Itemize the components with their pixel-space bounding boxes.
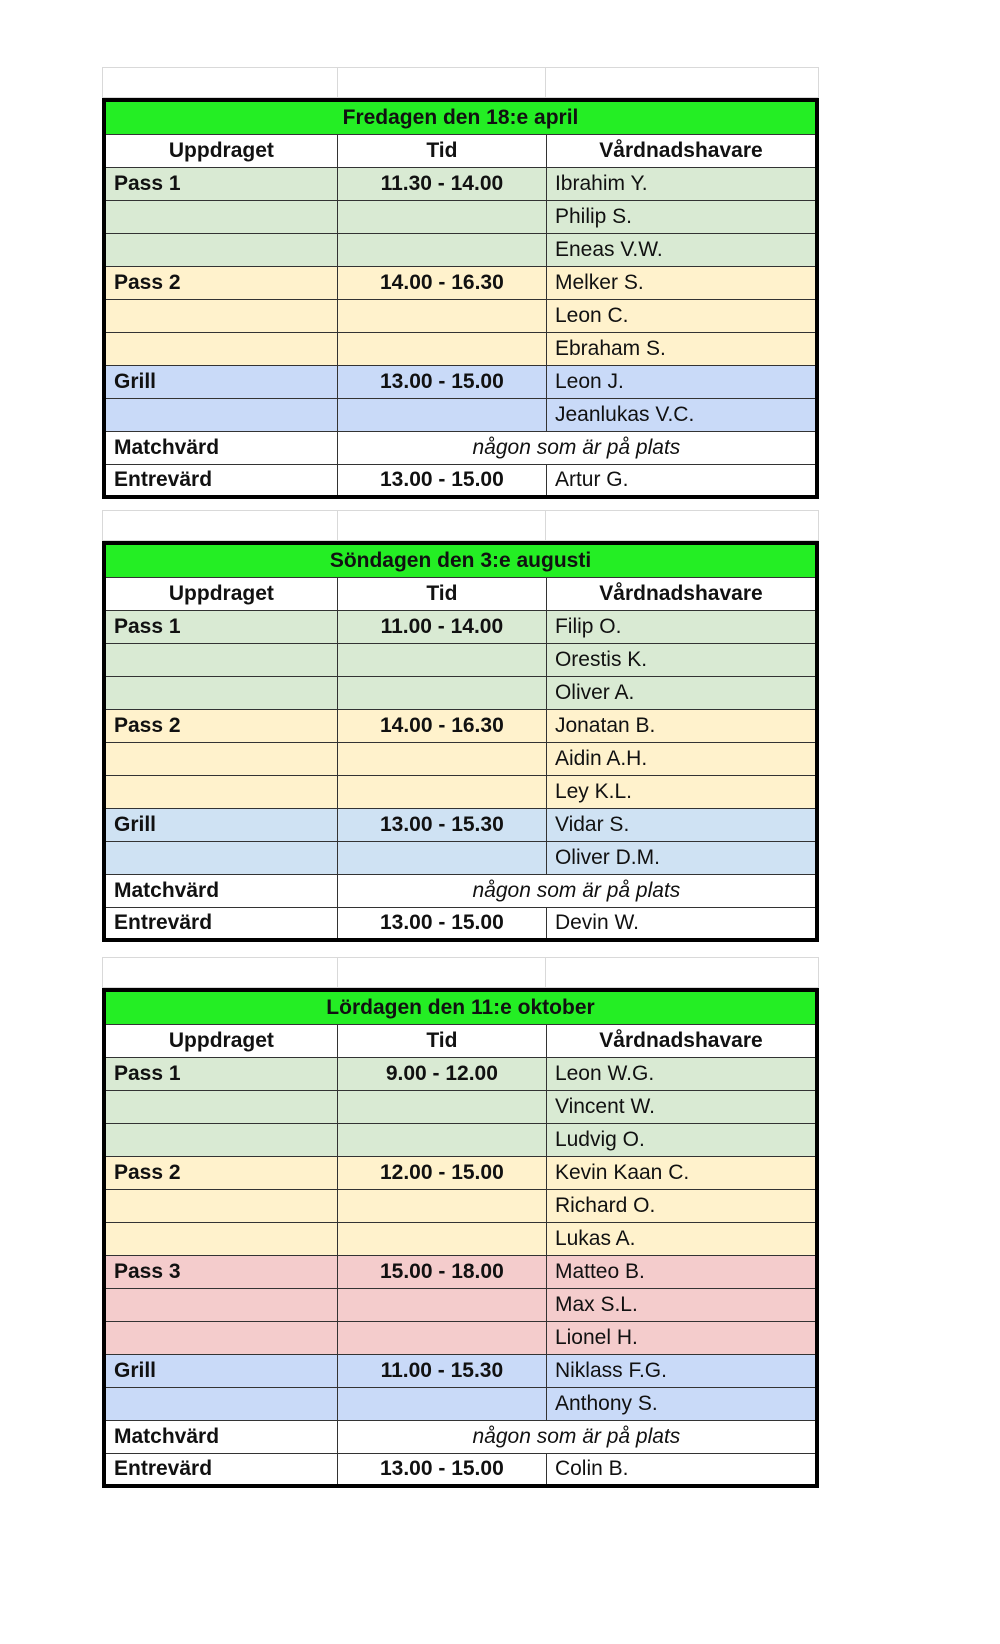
schedule-table-2 <box>102 541 819 942</box>
time-cell <box>337 332 546 365</box>
guardian-cell: Vincent W. <box>546 1090 817 1123</box>
time-cell: 14.00 - 16.30 <box>337 709 546 742</box>
guardian-cell: Ludvig O. <box>546 1123 817 1156</box>
task-cell: Matchvärd <box>104 1420 337 1453</box>
entrance-host-row <box>104 1453 817 1486</box>
table-row <box>104 299 817 332</box>
task-cell <box>104 1288 337 1321</box>
task-cell <box>104 1387 337 1420</box>
guardian-cell: Ibrahim Y. <box>546 167 817 200</box>
time-cell <box>337 233 546 266</box>
task-cell: Pass 1 <box>104 167 337 200</box>
time-cell <box>337 1123 546 1156</box>
entrance-host-row <box>104 907 817 940</box>
time-cell <box>337 1288 546 1321</box>
guardian-cell: Eneas V.W. <box>546 233 817 266</box>
table-row <box>104 332 817 365</box>
task-cell <box>104 841 337 874</box>
table-row <box>104 1222 817 1255</box>
guardian-cell: Matteo B. <box>546 1255 817 1288</box>
spreadsheet-gridline-row <box>102 67 819 98</box>
time-cell: 11.00 - 15.30 <box>337 1354 546 1387</box>
table-row <box>104 775 817 808</box>
table-row <box>104 1255 817 1288</box>
guardian-cell: Ley K.L. <box>546 775 817 808</box>
guardian-cell: Orestis K. <box>546 643 817 676</box>
task-cell <box>104 398 337 431</box>
table-row <box>104 742 817 775</box>
time-cell: 11.30 - 14.00 <box>337 167 546 200</box>
time-cell <box>337 841 546 874</box>
match-host-row <box>104 431 817 464</box>
host-note-cell: någon som är på plats <box>337 431 817 464</box>
table-row <box>104 1288 817 1321</box>
table-row <box>104 1156 817 1189</box>
task-cell: Entrevärd <box>104 907 337 940</box>
column-header-guardian: Vårdnadshavare <box>546 577 817 610</box>
table-row <box>104 709 817 742</box>
entrance-host-row <box>104 464 817 497</box>
table-row <box>104 1123 817 1156</box>
table-row <box>104 167 817 200</box>
time-cell: 13.00 - 15.30 <box>337 808 546 841</box>
guardian-cell: Philip S. <box>546 200 817 233</box>
task-cell: Pass 3 <box>104 1255 337 1288</box>
guardian-cell: Max S.L. <box>546 1288 817 1321</box>
match-host-row <box>104 1420 817 1453</box>
task-cell: Pass 1 <box>104 1057 337 1090</box>
guardian-cell: Lionel H. <box>546 1321 817 1354</box>
guardian-cell: Jonatan B. <box>546 709 817 742</box>
task-cell <box>104 1222 337 1255</box>
table-row <box>104 1321 817 1354</box>
table-row <box>104 643 817 676</box>
task-cell <box>104 332 337 365</box>
time-cell <box>337 643 546 676</box>
guardian-cell: Lukas A. <box>546 1222 817 1255</box>
task-cell <box>104 676 337 709</box>
task-cell: Pass 1 <box>104 610 337 643</box>
guardian-cell: Richard O. <box>546 1189 817 1222</box>
task-cell: Pass 2 <box>104 709 337 742</box>
table-row <box>104 398 817 431</box>
time-cell <box>337 742 546 775</box>
guardian-cell: Melker S. <box>546 266 817 299</box>
time-cell <box>337 200 546 233</box>
guardian-cell: Leon J. <box>546 365 817 398</box>
time-cell <box>337 299 546 332</box>
time-cell: 12.00 - 15.00 <box>337 1156 546 1189</box>
task-cell <box>104 299 337 332</box>
table-row <box>104 1354 817 1387</box>
time-cell <box>337 398 546 431</box>
table-row <box>104 1090 817 1123</box>
guardian-cell: Niklass F.G. <box>546 1354 817 1387</box>
task-cell: Pass 2 <box>104 266 337 299</box>
table-row <box>104 200 817 233</box>
guardian-cell: Vidar S. <box>546 808 817 841</box>
guardian-cell: Jeanlukas V.C. <box>546 398 817 431</box>
task-cell <box>104 775 337 808</box>
table-row <box>104 808 817 841</box>
task-cell: Entrevärd <box>104 1453 337 1486</box>
table-row <box>104 233 817 266</box>
guardian-cell: Oliver A. <box>546 676 817 709</box>
time-cell <box>337 1090 546 1123</box>
time-cell: 13.00 - 15.00 <box>337 464 546 497</box>
guardian-cell: Devin W. <box>546 907 817 940</box>
guardian-cell: Artur G. <box>546 464 817 497</box>
task-cell <box>104 742 337 775</box>
task-cell: Grill <box>104 808 337 841</box>
guardian-cell: Leon W.G. <box>546 1057 817 1090</box>
time-cell <box>337 1321 546 1354</box>
time-cell <box>337 676 546 709</box>
match-host-row <box>104 874 817 907</box>
task-cell <box>104 1189 337 1222</box>
time-cell <box>337 1222 546 1255</box>
task-cell <box>104 1321 337 1354</box>
host-note-cell: någon som är på plats <box>337 874 817 907</box>
task-cell: Grill <box>104 1354 337 1387</box>
column-header-task: Uppdraget <box>104 1024 337 1057</box>
event-date-title: Söndagen den 3:e augusti <box>104 543 817 577</box>
guardian-cell: Aidin A.H. <box>546 742 817 775</box>
task-cell: Matchvärd <box>104 874 337 907</box>
task-cell: Grill <box>104 365 337 398</box>
task-cell <box>104 200 337 233</box>
time-cell <box>337 1189 546 1222</box>
table-row <box>104 1387 817 1420</box>
guardian-cell: Oliver D.M. <box>546 841 817 874</box>
time-cell <box>337 775 546 808</box>
guardian-cell: Kevin Kaan C. <box>546 1156 817 1189</box>
event-date-title: Lördagen den 11:e oktober <box>104 990 817 1024</box>
table-row <box>104 610 817 643</box>
column-header-time: Tid <box>337 1024 546 1057</box>
table-row <box>104 1189 817 1222</box>
task-cell <box>104 1123 337 1156</box>
column-header-task: Uppdraget <box>104 577 337 610</box>
task-cell <box>104 233 337 266</box>
time-cell: 14.00 - 16.30 <box>337 266 546 299</box>
spreadsheet-gridline-row <box>102 510 819 541</box>
time-cell: 13.00 - 15.00 <box>337 907 546 940</box>
time-cell: 11.00 - 14.00 <box>337 610 546 643</box>
guardian-cell: Ebraham S. <box>546 332 817 365</box>
guardian-cell: Anthony S. <box>546 1387 817 1420</box>
table-row <box>104 266 817 299</box>
column-header-guardian: Vårdnadshavare <box>546 1024 817 1057</box>
time-cell: 9.00 - 12.00 <box>337 1057 546 1090</box>
table-row <box>104 1057 817 1090</box>
table-row <box>104 676 817 709</box>
column-header-time: Tid <box>337 577 546 610</box>
schedule-table-1 <box>102 98 819 499</box>
task-cell <box>104 643 337 676</box>
guardian-cell: Colin B. <box>546 1453 817 1486</box>
time-cell: 13.00 - 15.00 <box>337 1453 546 1486</box>
task-cell <box>104 1090 337 1123</box>
task-cell: Matchvärd <box>104 431 337 464</box>
table-row <box>104 841 817 874</box>
column-header-time: Tid <box>337 134 546 167</box>
column-header-guardian: Vårdnadshavare <box>546 134 817 167</box>
guardian-cell: Leon C. <box>546 299 817 332</box>
guardian-cell: Filip O. <box>546 610 817 643</box>
column-header-task: Uppdraget <box>104 134 337 167</box>
time-cell: 13.00 - 15.00 <box>337 365 546 398</box>
time-cell <box>337 1387 546 1420</box>
task-cell: Pass 2 <box>104 1156 337 1189</box>
table-row <box>104 365 817 398</box>
schedule-table-3 <box>102 988 819 1488</box>
event-date-title: Fredagen den 18:e april <box>104 100 817 134</box>
spreadsheet-gridline-row <box>102 957 819 988</box>
time-cell: 15.00 - 18.00 <box>337 1255 546 1288</box>
host-note-cell: någon som är på plats <box>337 1420 817 1453</box>
task-cell: Entrevärd <box>104 464 337 497</box>
